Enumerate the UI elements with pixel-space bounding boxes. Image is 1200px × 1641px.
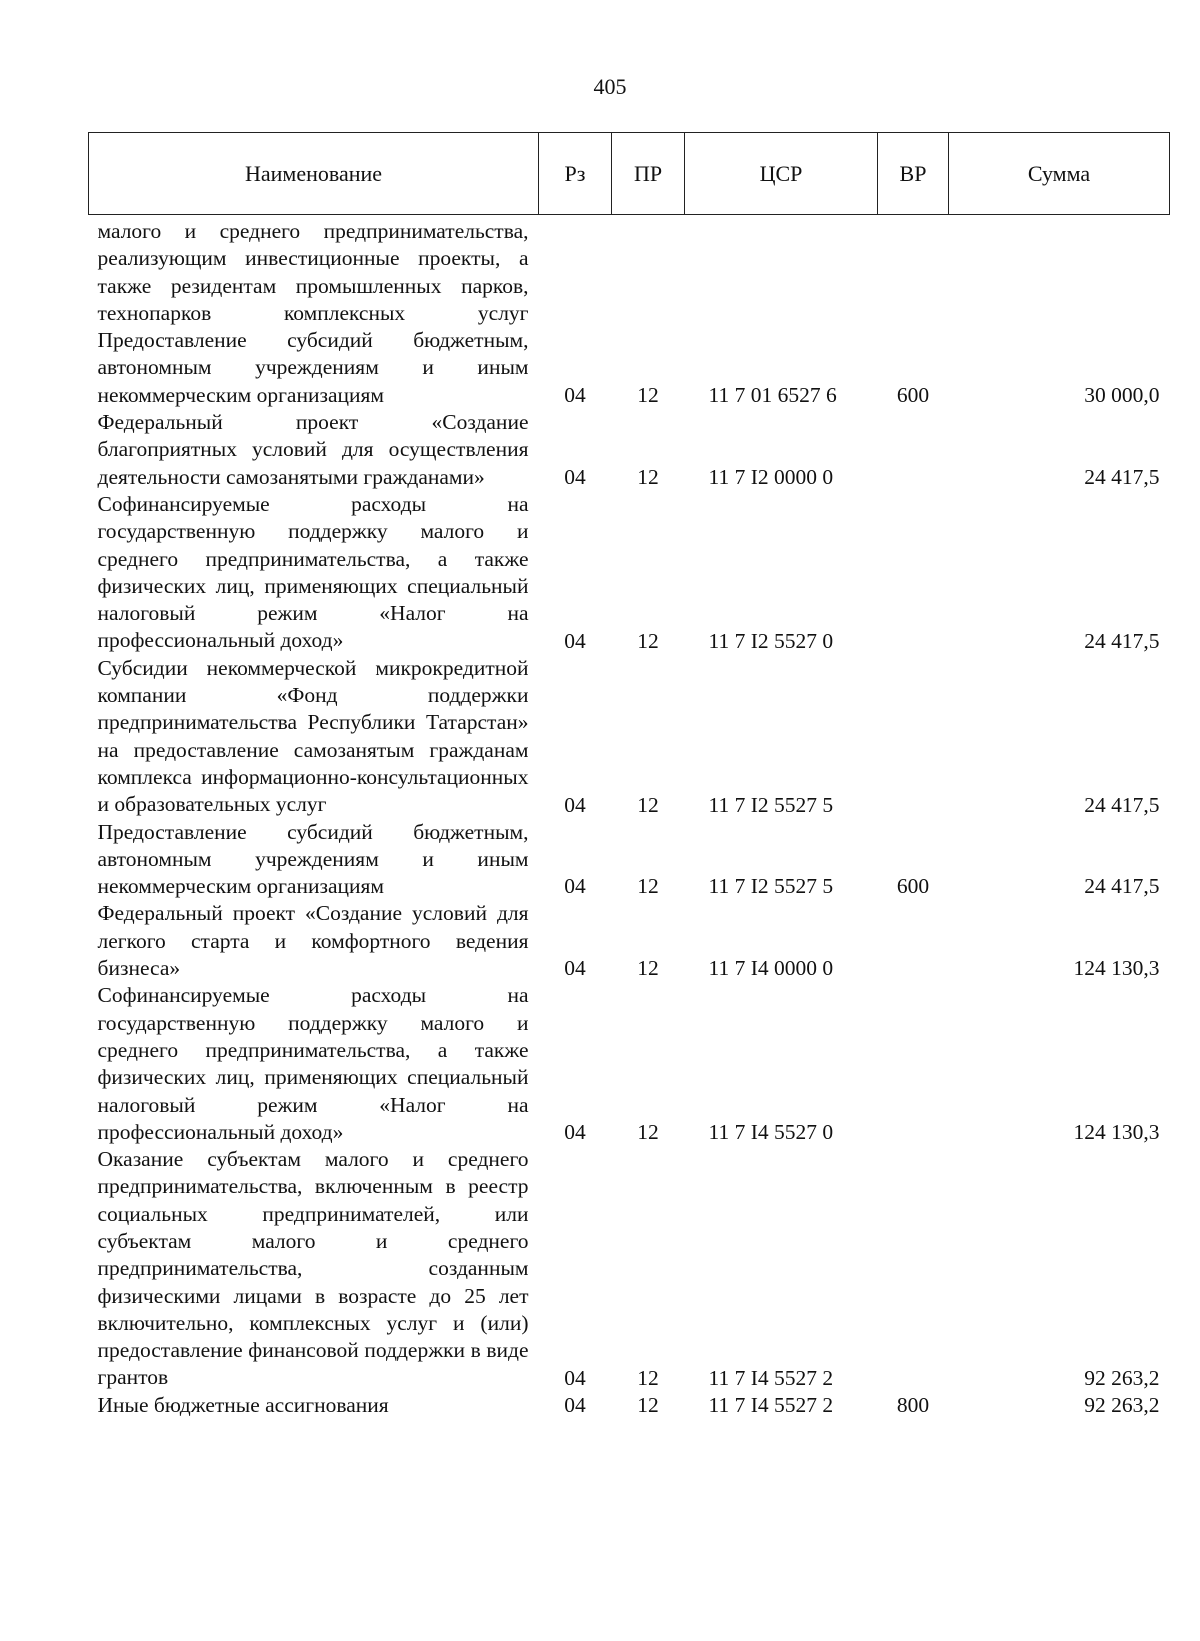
row-csr: 11 7 I4 5527 2	[708, 1393, 834, 1418]
row-sum: 92 263,2	[1084, 1365, 1160, 1390]
table-row	[89, 409, 1170, 491]
row-sum: 24 417,5	[1084, 874, 1160, 899]
page-number: 405	[593, 74, 627, 99]
row-vr	[878, 215, 949, 328]
row-rz: 04	[564, 1120, 586, 1145]
row-pr: 12	[637, 1120, 659, 1145]
row-csr: 11 7 01 6527 6	[708, 383, 837, 408]
row-sum: 24 417,5	[1084, 464, 1160, 489]
row-rz: 04	[564, 628, 586, 653]
row-name: Федеральный проект «Создание благоприятных условий для осуществления деятельности самозанятыми гражданами»	[97, 410, 529, 489]
row-csr: 11 7 I2 5527 0	[708, 628, 834, 653]
row-pr: 12	[637, 792, 659, 817]
row-vr: 600	[896, 383, 930, 408]
header-row	[89, 133, 1170, 215]
row-sum	[949, 215, 1170, 328]
header-name: Наименование	[89, 133, 539, 215]
row-name: малого и среднего предпринимательства, реализующим инвестиционные проекты, а также резидентам промышленных парков, технопарков комплексных услуг	[97, 219, 529, 325]
row-name: Предоставление субсидий бюджетным, автономным учреждениям и иным некоммерческим организациям	[97, 328, 529, 407]
row-pr: 12	[637, 874, 659, 899]
row-rz: 04	[564, 383, 586, 408]
row-pr: 12	[637, 628, 659, 653]
row-pr: 12	[637, 956, 659, 981]
row-name: Федеральный проект «Создание условий для легкого старта и комфортного ведения бизнеса»	[97, 901, 529, 981]
row-rz: 04	[564, 1393, 586, 1418]
row-sum: 24 417,5	[1084, 792, 1160, 817]
row-rz	[539, 215, 612, 328]
header-vr: ВР	[878, 133, 949, 215]
row-vr: 800	[896, 1393, 930, 1418]
header-csr: ЦСР	[685, 133, 878, 215]
row-pr	[612, 215, 685, 328]
table-row	[89, 1392, 1170, 1419]
row-rz: 04	[564, 464, 586, 489]
row-vr	[878, 1146, 949, 1392]
row-pr: 12	[637, 383, 659, 408]
row-rz: 04	[564, 1365, 586, 1390]
row-vr	[878, 491, 949, 655]
table-row	[89, 215, 1170, 328]
row-pr: 12	[637, 464, 659, 489]
table-row	[89, 900, 1170, 982]
header-sum: Сумма	[949, 133, 1170, 215]
row-sum: 92 263,2	[1084, 1393, 1160, 1418]
table-body	[89, 215, 1170, 1420]
table-row	[89, 1146, 1170, 1392]
row-vr	[878, 655, 949, 819]
table-row	[89, 327, 1170, 409]
row-sum: 124 130,3	[1073, 956, 1160, 981]
row-rz: 04	[564, 956, 586, 981]
row-name: Оказание субъектам малого и среднего предпринимательства, включенным в реестр социальных предпринимателей, или субъектам малого и среднего предпринимательства, созданным физическими лицами в возрасте до 25 лет включительно, комплексных услуг и (или) предоставление финансовой поддержки в виде грантов	[97, 1147, 529, 1390]
table-row	[89, 982, 1170, 1146]
row-vr	[878, 900, 949, 982]
row-pr: 12	[637, 1365, 659, 1390]
row-csr: 11 7 I4 5527 0	[708, 1120, 834, 1145]
table-row	[89, 491, 1170, 655]
row-vr	[878, 409, 949, 491]
row-sum: 30 000,0	[1084, 383, 1160, 408]
row-csr: 11 7 I2 0000 0	[708, 464, 834, 489]
header-pr: ПР	[612, 133, 685, 215]
table-row	[89, 819, 1170, 901]
row-name: Субсидии некоммерческой микрокредитной компании «Фонд поддержки предпринимательства Республики Татарстан» на предоставление самозанятым гражданам комплекса информационно-консультационных и образовательных услуг	[97, 655, 529, 817]
row-csr: 11 7 I4 5527 2	[708, 1365, 834, 1390]
row-csr: 11 7 I2 5527 5	[708, 874, 834, 899]
row-vr: 600	[896, 874, 930, 899]
budget-table	[88, 132, 1170, 1419]
row-sum: 124 130,3	[1073, 1120, 1160, 1145]
header-rz: Рз	[539, 133, 612, 215]
table-row	[89, 655, 1170, 819]
row-csr	[685, 215, 878, 328]
row-name: Софинансируемые расходы на государственную поддержку малого и среднего предпринимательства, а также физических лиц, применяющих специальный налоговый режим «Налог на профессиональный доход»	[97, 983, 529, 1144]
row-csr: 11 7 I2 5527 5	[708, 792, 834, 817]
row-sum: 24 417,5	[1084, 628, 1160, 653]
row-name: Софинансируемые расходы на государственную поддержку малого и среднего предпринимательства, а также физических лиц, применяющих специальный налоговый режим «Налог на профессиональный доход»	[97, 491, 529, 653]
table-header	[89, 133, 1170, 215]
row-rz: 04	[564, 792, 586, 817]
row-name: Предоставление субсидий бюджетным, автономным учреждениям и иным некоммерческим организациям	[97, 819, 529, 899]
row-pr: 12	[637, 1393, 659, 1418]
row-csr: 11 7 I4 0000 0	[708, 956, 834, 981]
row-rz: 04	[564, 874, 586, 899]
row-name: Иные бюджетные ассигнования	[97, 1392, 389, 1417]
row-vr	[878, 982, 949, 1146]
